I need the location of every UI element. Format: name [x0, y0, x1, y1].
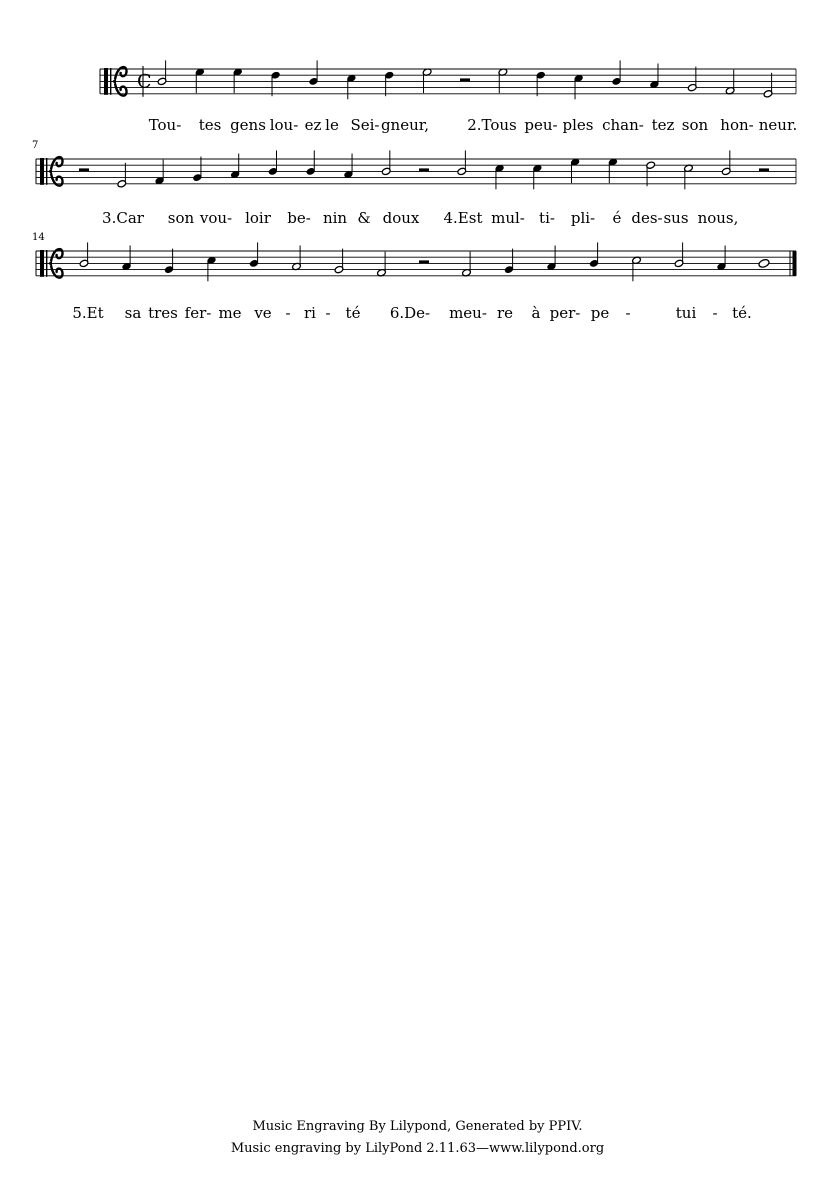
- measure-number: 7: [32, 140, 39, 151]
- lyric-syllable: re: [496, 304, 514, 322]
- note-quarter: [192, 157, 202, 182]
- note-half: [684, 164, 694, 189]
- note-quarter: [346, 74, 356, 99]
- lyric-syllable: tes: [198, 116, 222, 134]
- note-half: [292, 246, 302, 271]
- staff-system-1: [100, 60, 797, 134]
- lyric-syllable: 3.Car: [102, 209, 144, 227]
- lyric-syllable: tres: [148, 304, 178, 322]
- lyric-syllable: 6.De-: [389, 304, 431, 322]
- lyric-syllable: sa: [124, 304, 142, 322]
- lyric-syllable: doux: [382, 209, 420, 227]
- note-half: [687, 67, 697, 92]
- lyric-syllable: tez: [651, 116, 675, 134]
- note-quarter: [271, 71, 281, 96]
- note-quarter: [233, 68, 243, 93]
- lyric-syllable: 4.Est: [443, 209, 483, 227]
- note-quarter: [306, 150, 316, 175]
- half-rest: [460, 78, 470, 81]
- note-half: [377, 252, 387, 277]
- note-quarter: [164, 249, 174, 274]
- cut-time-icon: C: [137, 70, 152, 93]
- note-quarter: [570, 158, 580, 183]
- note-half: [79, 242, 89, 267]
- lyric-syllable: ri: [304, 304, 316, 322]
- lyric-syllable: vou-: [199, 209, 233, 227]
- note-half: [674, 242, 684, 267]
- note-half: [498, 68, 508, 93]
- note-half: [381, 150, 391, 175]
- lyric-syllable: per-: [549, 304, 581, 322]
- note-quarter: [122, 246, 132, 271]
- note-half: [632, 256, 642, 281]
- note-half: [157, 60, 167, 85]
- lyric-syllable: &: [357, 209, 371, 227]
- half-rest: [79, 168, 89, 171]
- lyric-syllable: -: [285, 304, 291, 322]
- lyric-syllable: ve: [254, 304, 272, 322]
- lyric-syllable: ples: [562, 116, 594, 134]
- staff-system-3: [32, 232, 797, 322]
- lyric-syllable: Tou-: [148, 116, 182, 134]
- note-quarter: [532, 164, 542, 189]
- note-quarter: [536, 71, 546, 96]
- note-quarter: [649, 64, 659, 89]
- half-rest: [419, 260, 429, 263]
- note-quarter: [309, 60, 319, 85]
- lyric-syllable: tui: [675, 304, 697, 322]
- lyric-syllable: peu-: [524, 116, 558, 134]
- lyric-syllable: nin: [322, 209, 348, 227]
- lyric-syllable: ti-: [539, 209, 555, 227]
- note-whole: [758, 258, 770, 268]
- note-half: [721, 150, 731, 175]
- note-quarter: [495, 164, 505, 189]
- lyric-syllable: -: [712, 304, 718, 322]
- lyric-syllable: lou-: [269, 116, 299, 134]
- lyric-syllable: gneur,: [380, 116, 430, 134]
- note-quarter: [717, 246, 727, 271]
- lyric-syllable: mul-: [491, 209, 525, 227]
- note-quarter: [612, 60, 622, 85]
- staff-system-2: [32, 140, 796, 227]
- lyric-syllable: le: [325, 116, 339, 134]
- note-half: [117, 163, 127, 188]
- lyric-syllable: pe: [590, 304, 610, 322]
- lyric-syllable: -: [625, 304, 631, 322]
- note-quarter: [155, 160, 165, 185]
- lyric-syllable: des-: [631, 209, 663, 227]
- note-quarter: [344, 154, 354, 179]
- lyric-syllable: 2.Tous: [467, 116, 517, 134]
- lyric-syllable: son: [167, 209, 195, 227]
- lyric-syllable: -: [325, 304, 331, 322]
- note-quarter: [195, 68, 205, 93]
- footer-lilypond: Music engraving by LilyPond 2.11.63—www.lilypond.org: [230, 1141, 605, 1156]
- lyric-syllable: 5.Et: [72, 304, 104, 322]
- note-half: [725, 70, 735, 95]
- note-quarter: [207, 256, 217, 281]
- lyric-syllable: ez: [304, 116, 322, 134]
- lyric-syllable: nous,: [697, 209, 739, 227]
- note-half: [462, 252, 472, 277]
- measure-number: 14: [32, 232, 45, 243]
- lyric-syllable: sus: [663, 209, 689, 227]
- note-quarter: [608, 158, 618, 183]
- lyric-syllable: é: [612, 209, 622, 227]
- lyric-syllable: be-: [287, 209, 311, 227]
- lyric-syllable: té.: [732, 304, 752, 322]
- note-quarter: [504, 249, 514, 274]
- lyric-syllable: Sei-: [350, 116, 380, 134]
- note-quarter: [589, 242, 599, 267]
- note-half: [646, 161, 656, 186]
- lyric-syllable: hon-: [720, 116, 754, 134]
- note-half: [422, 68, 432, 93]
- lyric-syllable: son: [681, 116, 709, 134]
- lyric-syllable: à: [531, 304, 541, 322]
- note-half: [763, 73, 773, 98]
- lyric-syllable: gens: [230, 116, 266, 134]
- lyric-syllable: té: [345, 304, 361, 322]
- footer-credit: Music Engraving By Lilypond, Generated by PPIV.: [252, 1119, 583, 1134]
- lyric-syllable: chan-: [602, 116, 644, 134]
- note-half: [334, 249, 344, 274]
- note-quarter: [268, 150, 278, 175]
- lyric-syllable: pli-: [570, 209, 596, 227]
- half-rest: [419, 168, 429, 171]
- half-rest: [759, 168, 769, 171]
- lyric-syllable: meu-: [449, 304, 487, 322]
- lyric-syllable: neur.: [758, 116, 798, 134]
- final-barline-thick: [793, 251, 797, 276]
- note-quarter: [230, 154, 240, 179]
- lyric-syllable: loir: [245, 209, 271, 227]
- note-quarter: [249, 242, 259, 267]
- lyric-syllable: me: [218, 304, 242, 322]
- note-quarter: [574, 74, 584, 99]
- note-quarter: [384, 71, 394, 96]
- note-quarter: [547, 246, 557, 271]
- lyric-syllable: fer-: [184, 304, 212, 322]
- note-half: [457, 150, 467, 175]
